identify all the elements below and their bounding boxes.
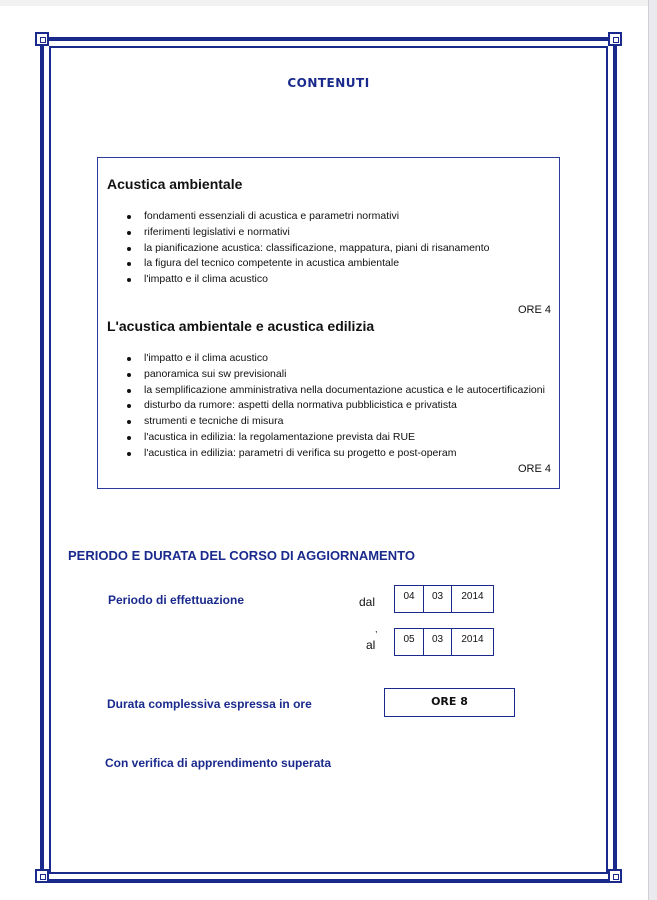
section-list: [127, 209, 490, 288]
list-item: la figura del tecnico competente in acustica ambientale: [127, 256, 490, 272]
list-item: disturbo da rumore: aspetti della normativa pubblicistica e privatista: [127, 398, 545, 414]
frame-corner-icon: [608, 869, 622, 883]
period-section-title: PERIODO E DURATA DEL CORSO DI AGGIORNAMENTO: [68, 548, 415, 563]
from-month: 03: [423, 586, 451, 612]
list-item: fondamenti essenziali di acustica e parametri normativi: [127, 209, 490, 225]
list-item: strumenti e tecniche di misura: [127, 414, 545, 430]
page-heading: CONTENUTI: [287, 76, 370, 90]
to-day: 05: [403, 634, 415, 645]
verification-note: Con verifica di apprendimento superata: [105, 756, 332, 770]
list-item: la pianificazione acustica: classificazione, mappatura, piani di risanamento: [127, 241, 490, 257]
section-title: Acustica ambientale: [107, 176, 243, 192]
to-label: al: [366, 638, 376, 652]
from-year: 2014: [451, 586, 493, 612]
list-item: l'impatto e il clima acustico: [127, 351, 545, 367]
duration-value-box: ORE 8: [384, 688, 515, 717]
from-day: 04: [403, 591, 415, 602]
list-item: l'acustica in edilizia: parametri di verifica su progetto e post-operam: [127, 446, 545, 462]
to-year: 2014: [451, 629, 493, 655]
frame-corner-icon: [35, 869, 49, 883]
scan-right-edge: [648, 0, 657, 900]
scan-mark: ,: [375, 624, 378, 634]
to-month: 03: [423, 629, 451, 655]
from-label: dal: [359, 595, 376, 609]
from-date-box: [394, 585, 494, 613]
list-item: riferimenti legislativi e normativi: [127, 225, 490, 241]
section-hours: ORE 4: [517, 304, 551, 316]
section-title: L'acustica ambientale e acustica edilizia: [107, 318, 375, 334]
frame-corner-icon: [608, 32, 622, 46]
frame-corner-icon: [35, 32, 49, 46]
to-date-box: [394, 628, 494, 656]
period-label: Periodo di effettuazione: [108, 593, 245, 607]
list-item: la semplificazione amministrativa nella documentazione acustica e le autocertificazioni: [127, 383, 545, 399]
list-item: l'impatto e il clima acustico: [127, 272, 490, 288]
section-hours: ORE 4: [517, 463, 551, 475]
list-item: l'acustica in edilizia: la regolamentazione prevista dai RUE: [127, 430, 545, 446]
duration-label: Durata complessiva espressa in ore: [107, 697, 312, 711]
scan-top-edge: [0, 0, 657, 6]
section-list: [127, 351, 545, 462]
list-item: panoramica sui sw previsionali: [127, 367, 545, 383]
